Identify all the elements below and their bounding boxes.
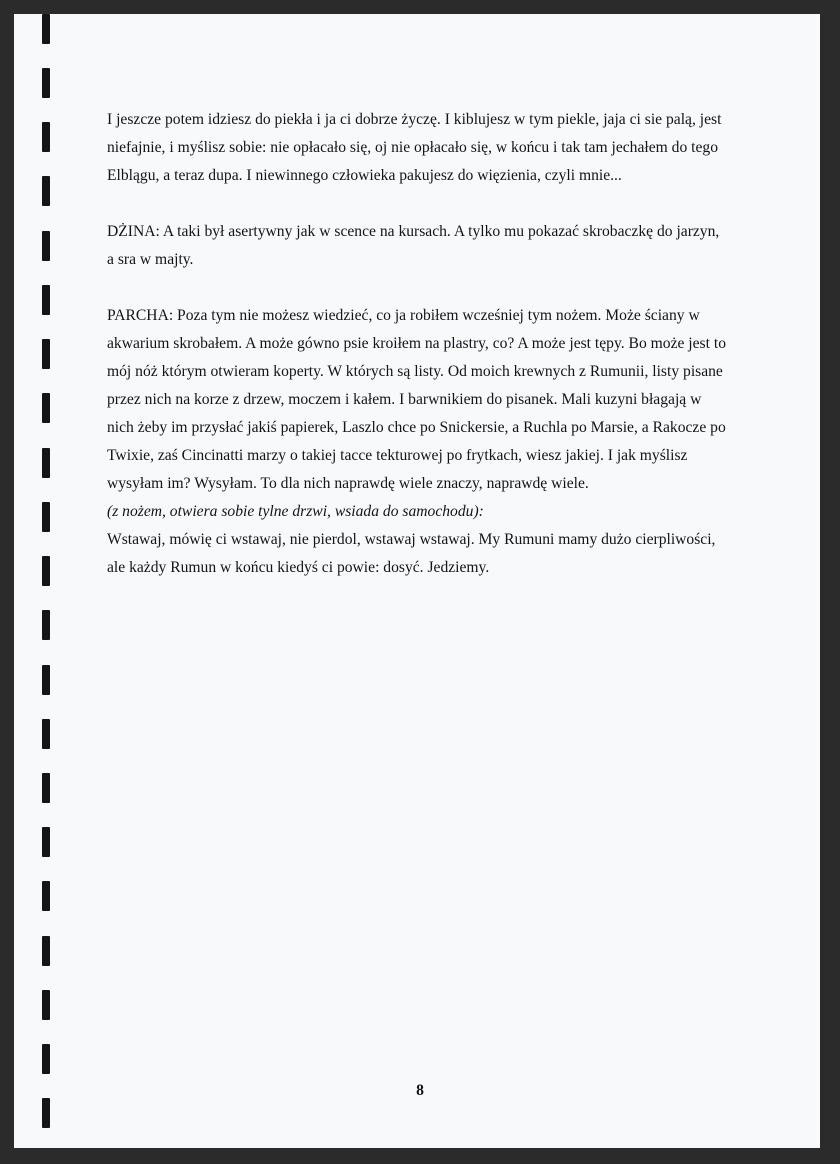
- binding-hole: [42, 502, 50, 532]
- binding-hole: [42, 393, 50, 423]
- page-number: 8: [416, 1082, 424, 1099]
- binding-hole: [42, 14, 50, 44]
- stage-direction: (z nożem, otwiera sobie tylne drzwi, wsiada do samochodu):: [107, 503, 484, 520]
- binding-hole: [42, 68, 50, 98]
- binding-holes: [42, 0, 54, 1164]
- binding-hole: [42, 1044, 50, 1074]
- binding-hole: [42, 122, 50, 152]
- binding-hole: [42, 285, 50, 315]
- binding-hole: [42, 881, 50, 911]
- binding-hole: [42, 719, 50, 749]
- binding-hole: [42, 827, 50, 857]
- paragraph-monologue-end: I jeszcze potem idziesz do piekła i ja ci dobrze życzę. I kiblujesz w tym piekle, jaja ci sie palą, jest niefajnie, i myślisz sobie: nie opłacało się, oj nie opłacało się, w końcu i tak tam jechałem do tego Elblągu, a teraz dupa. I niewinnego człowieka pakujesz do więzienia, czyli mnie...: [107, 111, 722, 184]
- paragraph-gap: [107, 274, 727, 302]
- binding-hole: [42, 176, 50, 206]
- binding-hole: [42, 665, 50, 695]
- paragraph-parcha-line: PARCHA: Poza tym nie możesz wiedzieć, co ja robiłem wcześniej tym nożem. Może ściany w akwarium skrobałem. A może gówno psie kroiłem na plastry, co? A może jest tępy. Bo może jest to mój nóż którym otwieram koperty. W których są listy. Od moich krewnych z Rumunii, listy pisane przez nich na korze z drzew, moczem i kałem. I barwnikiem do pisanek. Mali kuzyni błagają w nich żeby im przysłać jakiś papierek, Laszlo chce po Snickersie, a Ruchla po Marsie, a Rakocze po Twixie, zaś Cincinatti marzy o takiej tacce tekturowej po frytkach, wiesz jakiej. I jak myślisz wysyłam im? Wysyłam. To dla nich naprawdę wiele znaczy, naprawdę wiele.: [107, 307, 726, 492]
- binding-hole: [42, 339, 50, 369]
- binding-hole: [42, 448, 50, 478]
- paragraph-parcha-continuation: Wstawaj, mówię ci wstawaj, nie pierdol, wstawaj wstawaj. My Rumuni mamy dużo cierpliwości, ale każdy Rumun w końcu kiedyś ci powie: dosyć. Jedziemy.: [107, 531, 716, 576]
- paragraph-gap: [107, 190, 727, 218]
- binding-hole: [42, 936, 50, 966]
- body-text: [107, 106, 727, 582]
- binding-hole: [42, 1098, 50, 1128]
- binding-hole: [42, 610, 50, 640]
- binding-hole: [42, 773, 50, 803]
- binding-hole: [42, 231, 50, 261]
- binding-hole: [42, 556, 50, 586]
- paragraph-dzina-line: DŻINA: A taki był asertywny jak w scence na kursach. A tylko mu pokazać skrobaczkę do jarzyn, a sra w majty.: [107, 223, 720, 268]
- binding-hole: [42, 990, 50, 1020]
